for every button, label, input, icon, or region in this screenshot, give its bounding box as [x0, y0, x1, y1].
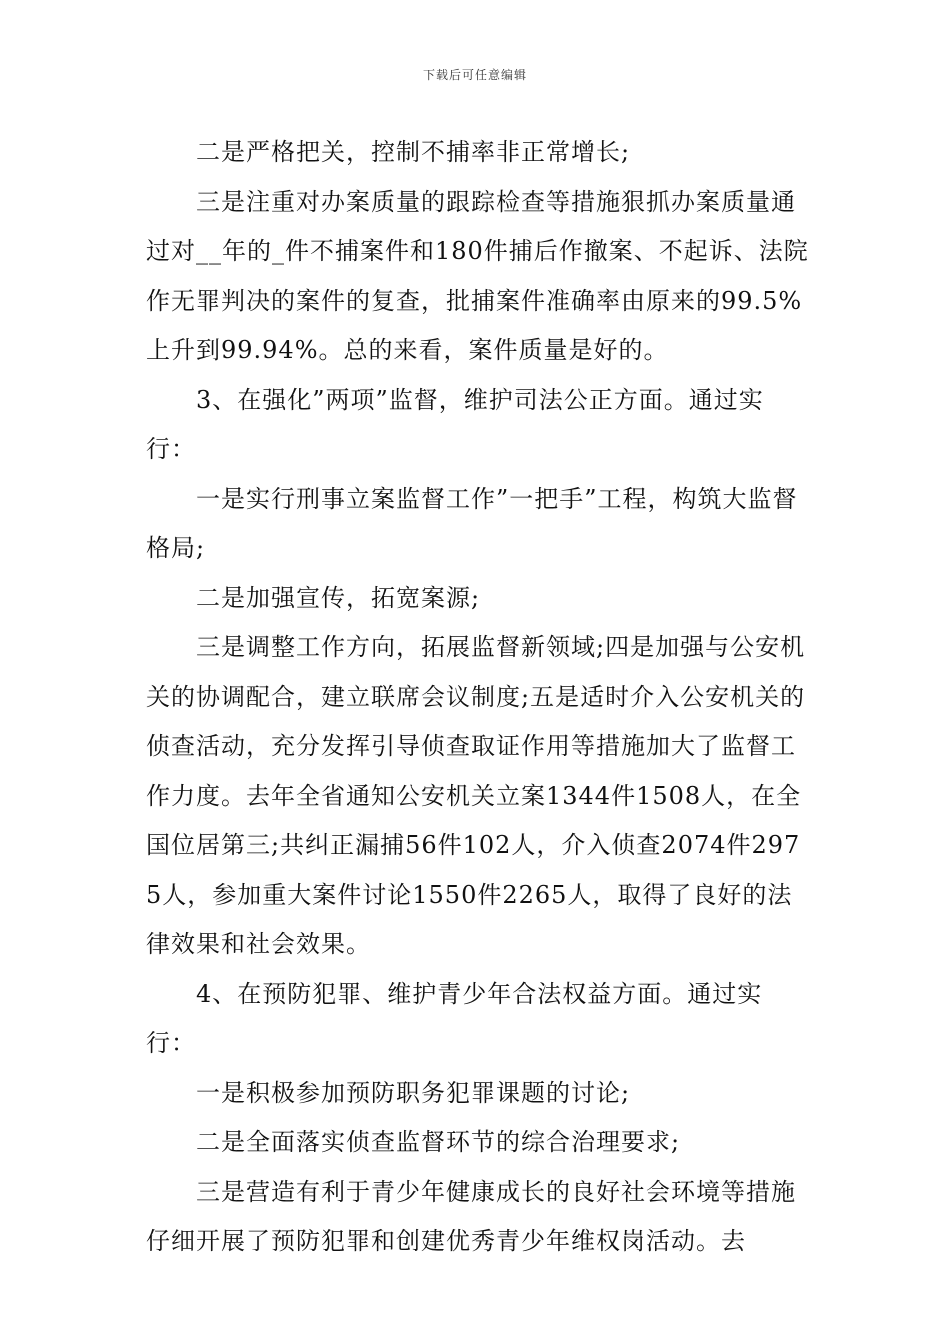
paragraph-publicity: 二是加强宣传，拓宽案源;: [196, 583, 481, 612]
paragraph-case-quality: 三是注重对办案质量的跟踪检查等措施狠抓办案质量通过对__年的_件不捕案件和180件捕后作撤案、不起诉、法院作无罪判决的案件的复查，批捕案件准确率由原来的99.5%上升到99.94%。总的来看，案件质量是好的。: [146, 187, 809, 364]
paragraph-leadership-project: 一是实行刑事立案监督工作”一把手”工程，构筑大监督格局;: [146, 484, 798, 562]
paragraph-section-3-heading: 3、在强化”两项”监督，维护司法公正方面。通过实行：: [146, 385, 764, 463]
paragraph-comprehensive-governance: 二是全面落实侦查监督环节的综合治理要求;: [196, 1128, 681, 1156]
page-header: 下载后可任意编辑: [422, 68, 527, 82]
paragraph-section-4-heading: 4、在预防犯罪、维护青少年合法权益方面。通过实行：: [146, 979, 763, 1057]
paragraph-strict-control: 二是严格把关，控制不捕率非正常增长;: [196, 138, 631, 166]
paragraph-supervision-statistics: 三是调整工作方向，拓展监督新领域;四是加强与公安机关的协调配合，建立联席会议制度;五是适时介入公安机关的侦查活动，充分发挥引导侦查取证作用等措施加大了监督工作力度。去年全省通知公安机关立案1344件1508人，在全国位居第三;共纠正漏捕56件102人，介入侦查2074件2975人，参加重大案件讨论1550件2265人，取得了良好的法律效果和社会效果。: [146, 633, 806, 958]
paragraph-youth-environment: 三是营造有利于青少年健康成长的良好社会环境等措施仔细开展了预防犯罪和创建优秀青少年维权岗活动。去: [146, 1177, 796, 1255]
document-body: [146, 128, 811, 1267]
paragraph-crime-prevention-research: 一是积极参加预防职务犯罪课题的讨论;: [196, 1078, 631, 1107]
